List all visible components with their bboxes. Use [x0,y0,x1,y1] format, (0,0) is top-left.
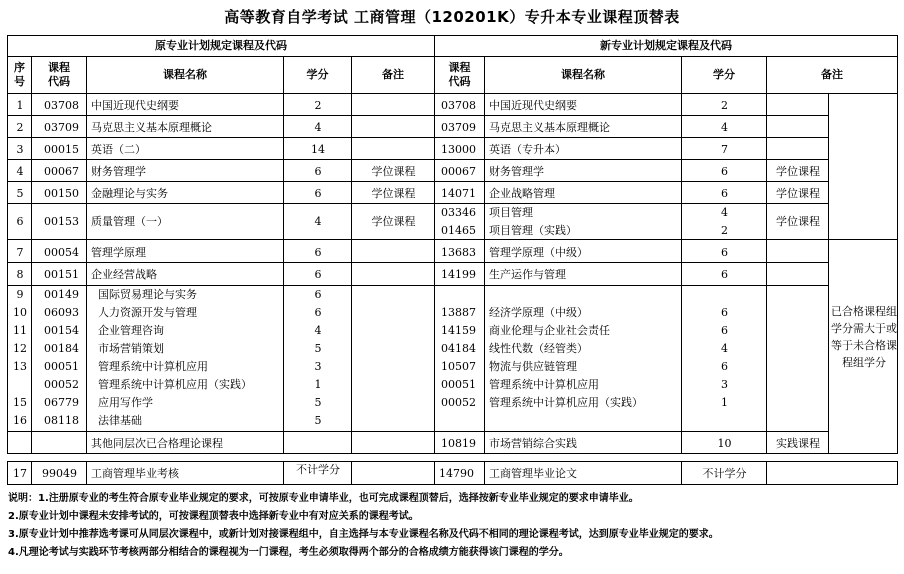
old-credit-cell: 6 [314,246,322,259]
new-name-cell: 经济学原理（中级） [489,306,588,319]
footnote: 4.凡理论考试与实践环节考核两部分相结合的课程视为一门课程，考生必须取得两个部分的合格成绩方能获得该门课程的学分。 [8,547,569,558]
old-credit-cell: 1 [314,378,322,391]
old-name-cell: 国际贸易理论与实务 [98,288,197,301]
old-name-cell: 法律基础 [98,414,142,427]
new-credit-cell: 4 [721,206,728,219]
new-code-cell: 13683 [441,246,476,259]
old-credit-cell: 5 [314,396,322,409]
new-name-cell: 企业战略管理 [489,187,555,200]
old-name-cell: 金融理论与实务 [91,187,168,200]
new-credit-cell: 10 [717,437,732,450]
seq-cell: 12 [13,342,27,355]
old-name-cell: 市场营销策划 [98,342,164,355]
seq-cell: 7 [16,246,24,259]
old-note-column [351,93,435,454]
new-code-cell: 01465 [441,224,476,237]
group-note: 已合格课程组学分需大于或等于未合格课程组学分 [831,305,897,369]
old-name-cell: 管理学原理 [91,246,146,259]
old-code-cell: 03708 [44,99,79,112]
new-credit-cell: 不计学分 [702,467,747,480]
row-divider [7,181,829,182]
new-code-cell: 10507 [441,360,476,373]
seq-header-line2: 号 [14,75,25,88]
old-code-cell: 06093 [44,306,79,319]
old-credit-cell: 14 [311,143,325,156]
new-code-header [434,56,485,94]
new-credit-cell: 4 [721,121,728,134]
old-credit-cell: 4 [314,215,322,228]
old-credit-header: 学分 [283,56,352,94]
seq-cell: 13 [13,360,27,373]
old-credit-cell: 5 [314,414,322,427]
old-name-cell: 财务管理学 [91,165,146,178]
old-credit-cell: 不计学分 [296,463,340,476]
new-credit-cell: 6 [721,306,728,319]
new-code-cell: 00051 [441,378,476,391]
new-plan-header: 新专业计划规定课程及代码 [434,35,898,57]
old-name-cell: 质量管理（一） [91,215,168,228]
new-note-header: 备注 [766,56,898,94]
old-name-cell: 应用写作学 [98,396,153,409]
old-name-cell: 企业经营战略 [91,268,157,281]
new-note-cell: 学位课程 [776,187,820,200]
new-note-cell: 学位课程 [776,165,820,178]
old-name-cell: 工商管理毕业考核 [91,467,179,480]
new-credit-cell: 3 [721,378,728,391]
old-credit-cell: 3 [314,360,322,373]
new-name-cell: 工商管理毕业论文 [489,467,577,480]
new-code-cell: 00052 [441,396,476,409]
old-name-header: 课程名称 [86,56,284,94]
seq-cell: 6 [16,215,24,228]
new-note-cell: 学位课程 [776,215,820,228]
seq-cell: 8 [16,268,24,281]
new-name-cell: 项目管理（实践） [489,224,577,237]
new-name-cell: 财务管理学 [489,165,544,178]
new-credit-cell: 6 [721,268,728,281]
old-credit-cell: 6 [314,187,322,200]
old-code-header-line2: 代码 [48,75,70,88]
new-credit-cell: 2 [721,224,728,237]
old-name-cell: 企业管理咨询 [98,324,164,337]
old-code-cell: 00184 [44,342,79,355]
seq-header [7,56,32,94]
new-credit-cell: 1 [721,396,728,409]
new-name-header: 课程名称 [484,56,682,94]
seq-cell: 17 [13,467,27,480]
new-name-cell: 中国近现代史纲要 [489,99,577,112]
new-note-column [766,93,829,454]
old-credit-cell: 4 [314,324,322,337]
old-code-cell: 00051 [44,360,79,373]
old-code-cell: 00153 [44,215,79,228]
seq-cell: 11 [13,324,27,337]
new-credit-cell: 6 [721,324,728,337]
old-code-cell: 06779 [44,396,79,409]
old-credit-cell: 4 [314,121,322,134]
seq-cell: 15 [13,396,27,409]
old-code-header [31,56,87,94]
new-name-cell: 管理学原理（中级） [489,246,588,259]
graduation-table [8,462,899,486]
new-name-cell: 线性代数（经管类） [489,342,588,355]
new-credit-cell: 6 [721,246,728,259]
old-code-cell: 00154 [44,324,79,337]
old-name-cell: 管理系统中计算机应用（实践） [98,378,252,391]
old-note-cell: 学位课程 [371,187,416,200]
new-code-header-line2: 代码 [448,75,471,88]
old-name-cell: 马克思主义基本原理概论 [91,121,212,134]
new-code-cell: 04184 [441,342,476,355]
old-note-cell: 学位课程 [371,215,416,228]
new-credit-cell: 7 [721,143,728,156]
new-credit-cell: 6 [721,165,728,178]
new-code-cell: 14790 [439,467,474,480]
new-code-cell: 14071 [441,187,476,200]
old-name-cell: 其他同层次已合格理论课程 [91,437,223,450]
old-code-header-line1: 课程 [48,61,70,74]
row-divider [7,159,829,160]
seq-cell: 5 [16,187,24,200]
new-credit-cell: 6 [721,187,728,200]
old-name-cell: 英语（二） [91,143,146,156]
new-credit-header: 学分 [681,56,767,94]
old-code-cell: 08118 [44,414,79,427]
seq-cell: 4 [16,165,24,178]
new-name-cell: 生产运作与管理 [489,268,566,281]
new-code-cell: 14159 [441,324,476,337]
old-code-cell: 00151 [44,268,79,281]
seq-cell: 2 [16,121,24,134]
seq-cell: 1 [16,99,24,112]
old-code-cell: 00015 [44,143,79,156]
new-name-cell: 项目管理 [489,206,533,219]
new-name-cell: 物流与供应链管理 [489,360,577,373]
new-code-cell: 00067 [441,165,476,178]
old-name-cell: 管理系统中计算机应用 [98,360,208,373]
old-name-cell: 中国近现代史纲要 [91,99,179,112]
old-code-cell: 00149 [44,288,79,301]
footnote: 说明：1.注册原专业的考生符合原专业毕业规定的要求，可按原专业申请毕业，也可完成课程顶替后，选择按新专业毕业规定的要求申请毕业。 [8,493,639,504]
new-code-cell: 13887 [441,306,476,319]
seq-cell: 10 [13,306,27,319]
new-name-cell: 管理系统中计算机应用 [489,378,599,391]
new-note-cell-box [766,461,898,485]
new-code-header-line1: 课程 [448,61,471,74]
seq-cell: 3 [16,143,24,156]
new-code-cell: 13000 [441,143,476,156]
substitution-table [8,36,899,455]
old-credit-cell: 6 [314,288,322,301]
new-name-cell: 管理系统中计算机应用（实践） [489,396,643,409]
new-credit-cell: 2 [721,99,728,112]
old-credit-cell: 6 [314,165,322,178]
old-code-cell: 00054 [44,246,79,259]
old-code-cell: 00052 [44,378,79,391]
new-code-cell: 03708 [441,99,476,112]
old-credit-cell: 6 [314,268,322,281]
new-code-cell: 03346 [441,206,476,219]
seq-cell: 9 [16,288,24,301]
footnotes [8,490,904,562]
seq-header-line1: 序 [14,61,25,74]
new-code-cell: 03709 [441,121,476,134]
new-name-cell: 英语（专升本） [489,143,566,156]
row-divider [7,431,829,432]
old-note-cell: 学位课程 [371,165,416,178]
old-credit-cell: 2 [314,99,322,112]
old-note-cell-box [351,461,435,485]
new-name-cell: 马克思主义基本原理概论 [489,121,610,134]
old-code-cell: 03709 [44,121,79,134]
old-code-cell: 00067 [44,165,79,178]
footnote: 3.原专业计划中推荐选考课可从同层次课程中，或新计划对接课程组中，自主选择与本专业课程名称及代码不相同的理论课程考试，达到原专业毕业规定的要求。 [8,529,719,540]
page-title: 高等教育自学考试 工商管理（120201K）专升本专业课程顶替表 [224,8,680,26]
new-name-cell: 市场营销综合实践 [489,437,577,450]
seq-cell: 16 [13,414,27,427]
footnote: 2.原专业计划中课程未安排考试的，可按课程顶替表中选择新专业中有对应关系的课程考试。 [8,511,419,522]
group-note-column [828,93,898,454]
old-code-cell: 99049 [42,467,77,480]
row-divider [7,262,829,263]
old-plan-header: 原专业计划规定课程及代码 [7,35,435,57]
row-divider [7,115,829,116]
new-credit-cell: 4 [721,342,728,355]
new-code-cell: 14199 [441,268,476,281]
old-name-cell: 人力资源开发与管理 [98,306,197,319]
new-name-cell: 商业伦理与企业社会责任 [489,324,610,337]
new-code-cell: 10819 [441,437,476,450]
new-credit-cell: 6 [721,360,728,373]
row-divider [7,137,829,138]
old-note-header: 备注 [351,56,435,94]
old-credit-cell: 6 [314,306,322,319]
old-code-cell: 00150 [44,187,79,200]
old-credit-cell: 5 [314,342,322,355]
new-note-cell: 实践课程 [776,437,820,450]
